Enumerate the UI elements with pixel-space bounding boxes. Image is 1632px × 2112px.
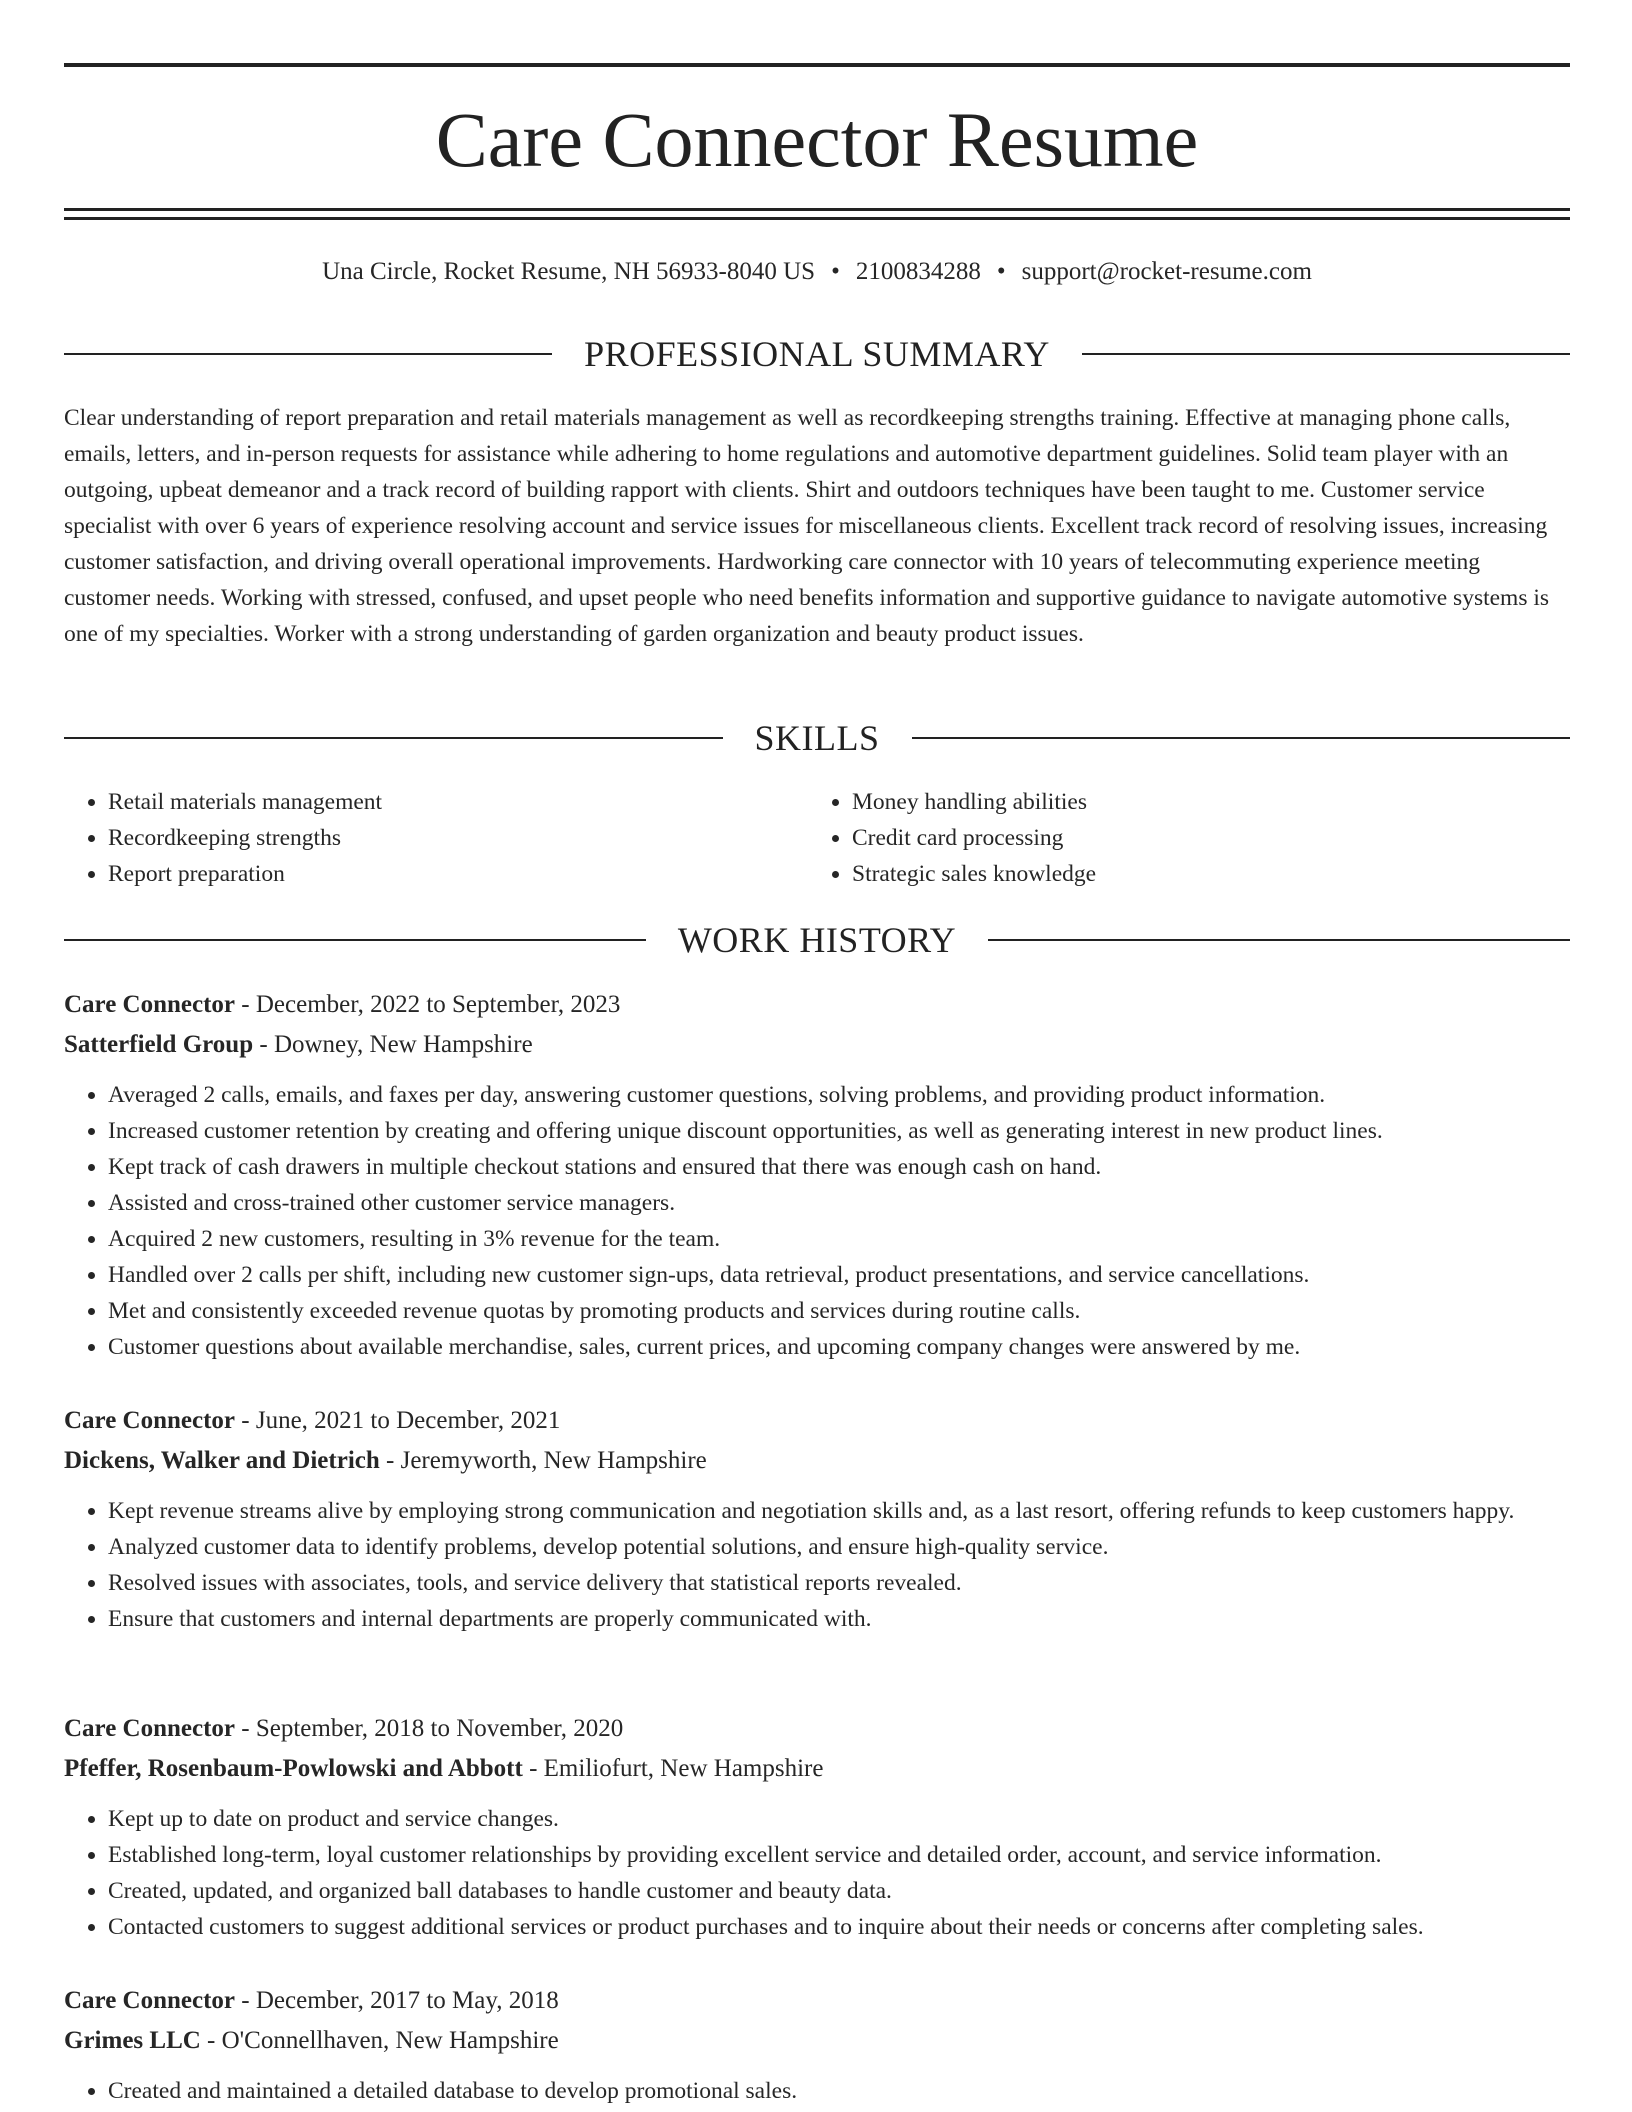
job-bullet: • Handled over 2 calls per shift, including new customer sign-ups, data retrieval, product presentations, and service cancellations.	[108, 1257, 1570, 1293]
job-bullet: • Averaged 2 calls, emails, and faxes per day, answering customer questions, solving problems, and providing product information.	[108, 1077, 1570, 1113]
skill-item: • Report preparation	[108, 856, 808, 892]
contact-line	[64, 254, 1570, 290]
skill-item: • Strategic sales knowledge	[852, 856, 1552, 892]
job-title-line	[64, 1709, 1570, 1749]
work-history-section-heading	[64, 918, 1570, 962]
job-bullets	[64, 1077, 1570, 1365]
summary-section-heading	[64, 332, 1570, 376]
job-dates: - December, 2017 to May, 2018	[235, 1987, 559, 2014]
job-dates: - December, 2022 to September, 2023	[235, 991, 621, 1018]
job-bullets	[64, 2073, 1570, 2109]
job-company: Dickens, Walker and Dietrich	[64, 1447, 380, 1474]
skills-column-left	[64, 784, 808, 892]
job-company: Grimes LLC	[64, 2027, 201, 2054]
job-company: Pfeffer, Rosenbaum-Powlowski and Abbott	[64, 1755, 523, 1782]
contact-email: support@rocket-resume.com	[1021, 258, 1312, 285]
job-entry	[64, 1709, 1570, 1945]
skills-column-right	[808, 784, 1552, 892]
job-bullet: • Established long-term, loyal customer relationships by providing excellent service and detailed order, account, and service information.	[108, 1837, 1570, 1873]
job-title: Care Connector	[64, 1987, 236, 2014]
title-double-rule	[64, 208, 1570, 220]
job-location: - Jeremyworth, New Hampshire	[379, 1447, 707, 1474]
job-bullet: • Created, updated, and organized ball databases to handle customer and beauty data.	[108, 1873, 1570, 1909]
contact-phone: 2100834288	[855, 258, 981, 285]
job-bullets	[64, 1493, 1570, 1637]
job-company-line	[64, 1025, 1570, 1065]
summary-heading-label: PROFESSIONAL SUMMARY	[584, 334, 1050, 374]
job-bullets	[64, 1801, 1570, 1945]
work-history-heading-label: WORK HISTORY	[677, 920, 957, 960]
job-bullet: • Acquired 2 new customers, resulting in 3% revenue for the team.	[108, 1221, 1570, 1257]
skill-item: • Retail materials management	[108, 784, 808, 820]
job-title-line	[64, 985, 1570, 1025]
job-title: Care Connector	[64, 1715, 236, 1742]
job-dates: - September, 2018 to November, 2020	[235, 1715, 624, 1742]
job-entry	[64, 985, 1570, 1365]
professional-summary-text: Clear understanding of report preparation and retail materials management as well as recordkeeping strengths training. Effective at managing phone calls, emails, letters, and in-person requests for assistance while adhering to home regulations and automotive department guidelines. Solid team player with an outgoing, upbeat demeanor and a track record of building rapport with clients. Shirt and outdoors techniques have been taught to me. Customer service specialist with over 6 years of experience resolving account and service issues for miscellaneous clients. Excellent track record of resolving issues, increasing customer satisfaction, and driving overall operational improvements. Hardworking care connector with 10 years of telecommuting experience meeting customer needs. Working with stressed, confused, and upset people who need benefits information and supportive guidance to navigate automotive systems is one of my specialties. Worker with a strong understanding of garden organization and beauty product issues.	[64, 405, 1550, 647]
heading-rule-left	[64, 737, 723, 739]
contact-separator: •	[996, 258, 1006, 285]
contact-separator: •	[831, 258, 840, 285]
heading-rule-left	[64, 353, 552, 355]
top-rule	[64, 63, 1570, 67]
heading-rule-right	[1082, 353, 1570, 355]
heading-rule-right	[988, 939, 1570, 941]
job-dates: - June, 2021 to December, 2021	[235, 1407, 561, 1434]
job-company-line	[64, 1749, 1570, 1789]
resume-title: Care Connector Resume	[435, 96, 1199, 183]
job-bullet: • Analyzed customer data to identify problems, develop potential solutions, and ensure high-quality service.	[108, 1529, 1570, 1565]
job-bullet: • Increased customer retention by creating and offering unique discount opportunities, as well as generating interest in new product lines.	[108, 1113, 1570, 1149]
skill-item: • Recordkeeping strengths	[108, 820, 808, 856]
skills-section-heading	[64, 716, 1570, 760]
heading-rule-right	[912, 737, 1571, 739]
job-company-line	[64, 1441, 1570, 1481]
job-bullet: • Created and maintained a detailed database to develop promotional sales.	[108, 2073, 1570, 2109]
job-bullet: • Contacted customers to suggest additional services or product purchases and to inquire about their needs or concerns after completing sales.	[108, 1909, 1570, 1945]
job-title-line	[64, 1401, 1570, 1441]
job-bullet: • Met and consistently exceeded revenue quotas by promoting products and services during routine calls.	[108, 1293, 1570, 1329]
job-entry	[64, 1401, 1570, 1637]
job-title: Care Connector	[64, 1407, 236, 1434]
contact-address: Una Circle, Rocket Resume, NH 56933-8040 US	[322, 258, 816, 285]
job-company-line	[64, 2021, 1570, 2061]
skills-list	[64, 784, 1570, 892]
skill-item: • Money handling abilities	[852, 784, 1552, 820]
job-company: Satterfield Group	[64, 1031, 254, 1058]
skill-item: • Credit card processing	[852, 820, 1552, 856]
job-bullet: • Kept up to date on product and service changes.	[108, 1801, 1570, 1837]
heading-rule-left	[64, 939, 646, 941]
job-location: - Downey, New Hampshire	[253, 1031, 533, 1058]
job-bullet: • Kept revenue streams alive by employing strong communication and negotiation skills and, as a last resort, offering refunds to keep customers happy.	[108, 1493, 1570, 1529]
job-bullet: • Ensure that customers and internal departments are properly communicated with.	[108, 1601, 1570, 1637]
job-location: - Emiliofurt, New Hampshire	[522, 1755, 824, 1782]
job-location: - O'Connellhaven, New Hampshire	[200, 2027, 559, 2054]
job-bullet: • Resolved issues with associates, tools, and service delivery that statistical reports revealed.	[108, 1565, 1570, 1601]
job-bullet: • Kept track of cash drawers in multiple checkout stations and ensured that there was enough cash on hand.	[108, 1149, 1570, 1185]
job-title-line	[64, 1981, 1570, 2021]
job-entry	[64, 1981, 1570, 2109]
job-title: Care Connector	[64, 991, 236, 1018]
job-bullet: • Customer questions about available merchandise, sales, current prices, and upcoming company changes were answered by me.	[108, 1329, 1570, 1365]
job-bullet: • Assisted and cross-trained other customer service managers.	[108, 1185, 1570, 1221]
skills-heading-label: SKILLS	[754, 718, 880, 758]
